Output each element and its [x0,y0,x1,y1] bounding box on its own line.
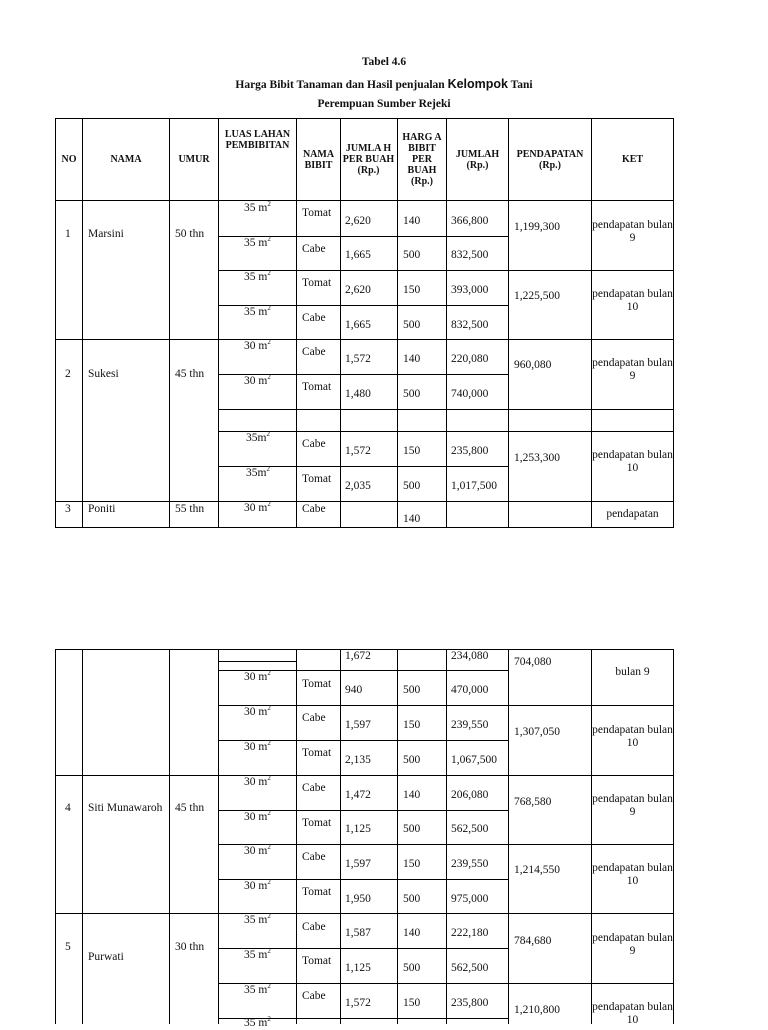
header-harga-bibit: HARG A BIBIT PER BUAH (Rp.) [402,132,442,187]
row-nama: Marsini [88,228,124,240]
cell-bibit: Tomat [302,381,332,393]
cell-luas: $35m^2$ [246,465,270,479]
row-no: 5 [65,941,71,953]
header-nama-bibit: NAMA BIBIT [302,148,335,171]
cell-bibit: Cabe [302,312,326,324]
cell-harga: 140 [403,215,421,227]
row-nama: Purwati [88,951,124,963]
cell-harga: 150 [403,445,421,457]
cell-bibit: Tomat [302,955,332,967]
cell-jumlah-per-buah: 2,620 [345,284,371,296]
cell-bibit: Cabe [302,782,326,794]
header-jumlah: JUMLAH (Rp.) [455,148,500,171]
cell-pendapatan: 1,253,300 [514,452,560,464]
cell-luas: 30 $m^2$ [244,704,271,718]
cell-jumlah: 235,800 [451,997,489,1009]
cell-jumlah: 975,000 [451,893,489,905]
cell-jumlah-per-buah: 1,672 [345,650,371,662]
header-umur: UMUR [178,154,210,165]
cell-harga: 150 [403,858,421,870]
cell-jumlah: 832,500 [451,319,489,331]
cell-pendapatan: 784,680 [514,935,552,947]
cell-bibit: Tomat [302,473,332,485]
cell-ket: pendapatan bulan 10 [592,288,673,313]
row-no: 1 [65,228,71,240]
cell-jumlah: 220,080 [451,353,489,365]
cell-jumlah-per-buah: 1,125 [345,823,371,835]
cell-ket: pendapatan bulan 10 [592,449,673,474]
cell-jumlah: 239,550 [451,719,489,731]
row-nama: Sukesi [88,368,119,380]
cell-bibit: Tomat [302,678,332,690]
row-umur: 45 thn [175,802,205,814]
cell-luas: 30 $m^2$ [244,739,271,753]
cell-luas: 35 $m^2$ [244,1015,271,1029]
cell-ket: pendapatan bulan 10 [592,724,673,749]
row-nama: Siti Munawaroh [88,802,163,814]
cell-jumlah: 1,067,500 [451,754,497,766]
table-title: Harga Bibit Tanaman dan Hasil penjualan Kelompok Tani [235,77,533,91]
cell-jumlah-per-buah: 1,587 [345,927,371,939]
row-umur: 45 thn [175,368,205,380]
cell-bibit: Tomat [302,207,332,219]
cell-luas: 30 $m^2$ [244,669,271,683]
cell-harga: 500 [403,319,421,331]
row-umur: 30 thn [175,941,205,953]
cell-pendapatan: 1,210,800 [514,1004,560,1016]
cell-jumlah-per-buah: 2,035 [345,480,371,492]
cell-harga: 500 [403,480,421,492]
cell-pendapatan: 1,225,500 [514,290,560,302]
cell-bibit: Tomat [302,277,332,289]
cell-harga: 140 [403,927,421,939]
cell-jumlah: 562,500 [451,962,489,974]
table-subtitle: Perempuan Sumber Rejeki [317,98,451,110]
cell-harga: 140 [403,353,421,365]
cell-harga: 150 [403,284,421,296]
cell-harga: 150 [403,719,421,731]
cell-jumlah-per-buah: 1,572 [345,445,371,457]
cell-pendapatan: 704,080 [514,656,552,668]
cell-harga: 500 [403,962,421,974]
header-no: NO [61,154,77,165]
row-umur: 50 thn [175,228,205,240]
cell-ket: pendapatan bulan 10 [592,862,673,887]
cell-pendapatan: 1,214,550 [514,864,560,876]
cell-luas: 30 $m^2$ [244,878,271,892]
cell-pendapatan: 768,580 [514,796,552,808]
header-luas-lahan: LUAS LAHAN PEMBIBITAN [224,129,291,151]
cell-jumlah: 235,800 [451,445,489,457]
cell-harga: 150 [403,997,421,1009]
cell-jumlah-per-buah: 1,597 [345,719,371,731]
cell-jumlah-per-buah: 2,135 [345,754,371,766]
cell-jumlah: 239,550 [451,858,489,870]
cell-bibit: Cabe [302,438,326,450]
cell-harga: 500 [403,893,421,905]
cell-bibit: Tomat [302,817,332,829]
cell-harga: 500 [403,684,421,696]
cell-bibit: Cabe [302,921,326,933]
cell-ket: pendapatan bulan 9 [592,932,673,957]
header-jumlah-per-buah: JUMLA H PER BUAH (Rp.) [342,143,395,176]
row-nama: Poniti [88,503,116,515]
cell-jumlah: 1,017,500 [451,480,497,492]
cell-luas: 30 $m^2$ [244,373,271,387]
cell-pendapatan: 1,199,300 [514,221,560,233]
cell-jumlah: 222,180 [451,927,489,939]
row-umur: 55 thn [175,503,205,515]
cell-jumlah: 206,080 [451,789,489,801]
row-no: 4 [65,802,71,814]
cell-jumlah: 393,000 [451,284,489,296]
cell-ket: pendapatan bulan 9 [592,219,673,244]
cell-jumlah: 832,500 [451,249,489,261]
cell-luas: 35 $m^2$ [244,200,271,214]
cell-luas: 30 $m^2$ [244,500,271,514]
cell-bibit: Cabe [302,503,326,515]
cell-luas: 35 $m^2$ [244,912,271,926]
cell-bibit: Tomat [302,747,332,759]
cell-harga: 500 [403,388,421,400]
header-nama: NAMA [110,154,142,165]
cell-luas: 35 $m^2$ [244,982,271,996]
cell-pendapatan: 960,080 [514,359,552,371]
cell-pendapatan: 1,307,050 [514,726,560,738]
cell-jumlah-per-buah: 940 [345,684,363,696]
cell-jumlah-per-buah: 1,472 [345,789,371,801]
cell-luas: $35m^2$ [246,430,270,444]
cell-luas: 35 $m^2$ [244,304,271,318]
cell-jumlah-per-buah: 1,572 [345,353,371,365]
cell-ket: bulan 9 [615,666,650,678]
cell-ket: pendapatan bulan 9 [592,357,673,382]
cell-harga: 500 [403,823,421,835]
cell-jumlah: 562,500 [451,823,489,835]
cell-jumlah: 234,080 [451,650,489,662]
table-caption: Tabel 4.6 [361,56,407,68]
cell-jumlah-per-buah: 1,480 [345,388,371,400]
cell-jumlah: 740,000 [451,388,489,400]
cell-luas: 30 $m^2$ [244,338,271,352]
cell-harga: 500 [403,249,421,261]
cell-luas: 35 $m^2$ [244,947,271,961]
row-no: 2 [65,368,71,380]
header-ket: KET [621,154,644,165]
cell-jumlah: 366,800 [451,215,489,227]
cell-harga: 500 [403,754,421,766]
cell-luas: 30 $m^2$ [244,774,271,788]
cell-luas: 30 $m^2$ [244,809,271,823]
cell-bibit: Cabe [302,712,326,724]
cell-luas: 30 $m^2$ [244,843,271,857]
cell-bibit: Tomat [302,886,332,898]
cell-luas: 35 $m^2$ [244,235,271,249]
cell-ket: pendapatan bulan 10 [592,1001,673,1026]
cell-jumlah-per-buah: 1,125 [345,962,371,974]
cell-jumlah-per-buah: 1,950 [345,893,371,905]
cell-harga: 140 [403,789,421,801]
cell-harga: 140 [403,513,421,525]
cell-jumlah: 470,000 [451,684,489,696]
cell-bibit: Cabe [302,990,326,1002]
header-pendapatan: PENDAPATAN (Rp.) [516,148,584,171]
cell-jumlah-per-buah: 1,597 [345,858,371,870]
cell-bibit: Cabe [302,346,326,358]
cell-luas: 35 $m^2$ [244,269,271,283]
cell-ket: pendapatan [606,508,659,520]
cell-ket: pendapatan bulan 9 [592,793,673,818]
cell-bibit: Cabe [302,851,326,863]
cell-jumlah-per-buah: 1,665 [345,249,371,261]
row-no: 3 [65,503,71,515]
cell-jumlah-per-buah: 2,620 [345,215,371,227]
cell-jumlah-per-buah: 1,665 [345,319,371,331]
cell-jumlah-per-buah: 1,572 [345,997,371,1009]
cell-bibit: Cabe [302,243,326,255]
